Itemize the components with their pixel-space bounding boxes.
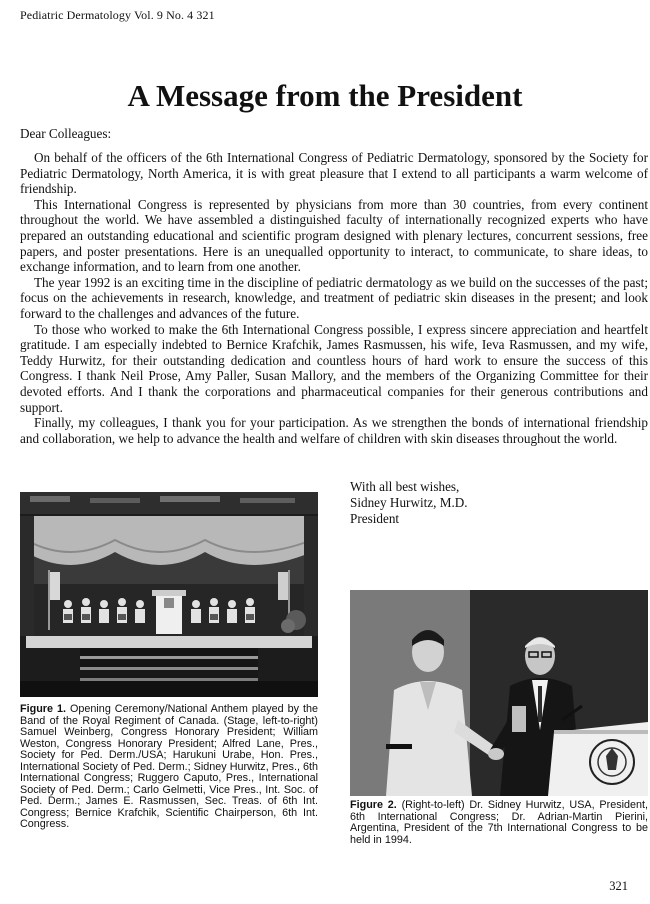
body-paragraph: Finally, my colleagues, I thank you for your participation. As we strengthen the bonds of international friendship and collaboration, we help to advance the health and welfare of children with skin diseases throughout the world. xyxy=(20,415,648,446)
body-paragraph: On behalf of the officers of the 6th International Congress of Pediatric Dermatology, sponsored by the Society for Pediatric Dermatology, North America, it is with great pleasure that I extend to all participants a warm welcome of friendship. xyxy=(20,150,648,197)
signoff-role: President xyxy=(350,511,400,526)
body-paragraph: To those who worked to make the 6th International Congress possible, I express sincere appreciation and heartfelt gratitude. I am especially indebted to Bernice Krafchik, James Rasmussen, his wife, Ieva Rasmussen, and my wife, Teddy Hurwitz, for their outstanding dedication and countless hours of hard work to ensure the success of this Congress. I thank Neil Prose, Amy Paller, Susan Mallory, and the members of the Organizing Committee for their devoted efforts. And I thank the corporations and pharmaceutical companies for their generous contributions and support. xyxy=(20,321,648,415)
body-paragraph: The year 1992 is an exciting time in the discipline of pediatric dermatology as we build on the successes of the past; focus on the achievements in research, knowledge, and treatment of pediatric skin diseases in the present; and look forward to the challenges and advances of the future. xyxy=(20,274,648,321)
signoff-closing: With all best wishes, xyxy=(350,479,460,494)
figure-1-label: Figure 1. xyxy=(20,703,66,715)
figure-2-caption-text: (Right-to-left) Dr. Sidney Hurwitz, USA, President, 6th International Congress; Dr. Adrian-Martin Pierini, Argentina, President of the 7th International Congress to be held in 1994. xyxy=(350,799,649,846)
figure-1-caption xyxy=(20,704,318,831)
signoff-name: Sidney Hurwitz, M.D. xyxy=(350,495,468,510)
running-head: Pediatric Dermatology Vol. 9 No. 4 321 xyxy=(20,8,215,22)
figure-2-photo xyxy=(350,590,648,796)
page-number: 321 xyxy=(609,879,628,893)
salutation: Dear Colleagues: xyxy=(20,126,112,141)
figure-1-caption-text: Opening Ceremony/National Anthem played by the Band of the Royal Regiment of Canada. (Stage, left-to-right) Samuel Weinberg, Congress Honorary President; William Weston, Congress Honorary President; Alfred Lane, Pres., Society for Ped. Derm./USA; Harukuni Urabe, Hon. Pres., International Society of Ped. Derm.; Sidney Hurwitz, Pres., 6th International Congress; Ruggero Caputo, Pres., International Society of Ped. Derm.; Carlo Gelmetti, Vice Pres., Int. Soc. of Ped. Derm.; James E. Rasmussen, Sec. Treas. of 6th Int. Congress; Bernice Krafchik, Scientific Chairperson, 6th Int. Congress. xyxy=(20,703,319,830)
body-paragraph: This International Congress is represented by physicians from more than 30 countries, from every continent throughout the world. We have assembled a distinguished faculty of internationally recognized experts who have prepared an outstanding educational and scientific program designed with plenary lectures, concurrent sessions, free papers, and poster presentations. Here is an unequalled opportunity to interact, to communicate, to share ideas, to exchange information, and to learn from one another. xyxy=(20,196,648,275)
signoff xyxy=(350,479,468,527)
figure-1-photo xyxy=(20,492,318,697)
article-title: A Message from the President xyxy=(127,78,523,113)
figure-2-label: Figure 2. xyxy=(350,799,397,811)
figure-2-caption xyxy=(350,800,648,846)
article-body xyxy=(20,150,648,446)
